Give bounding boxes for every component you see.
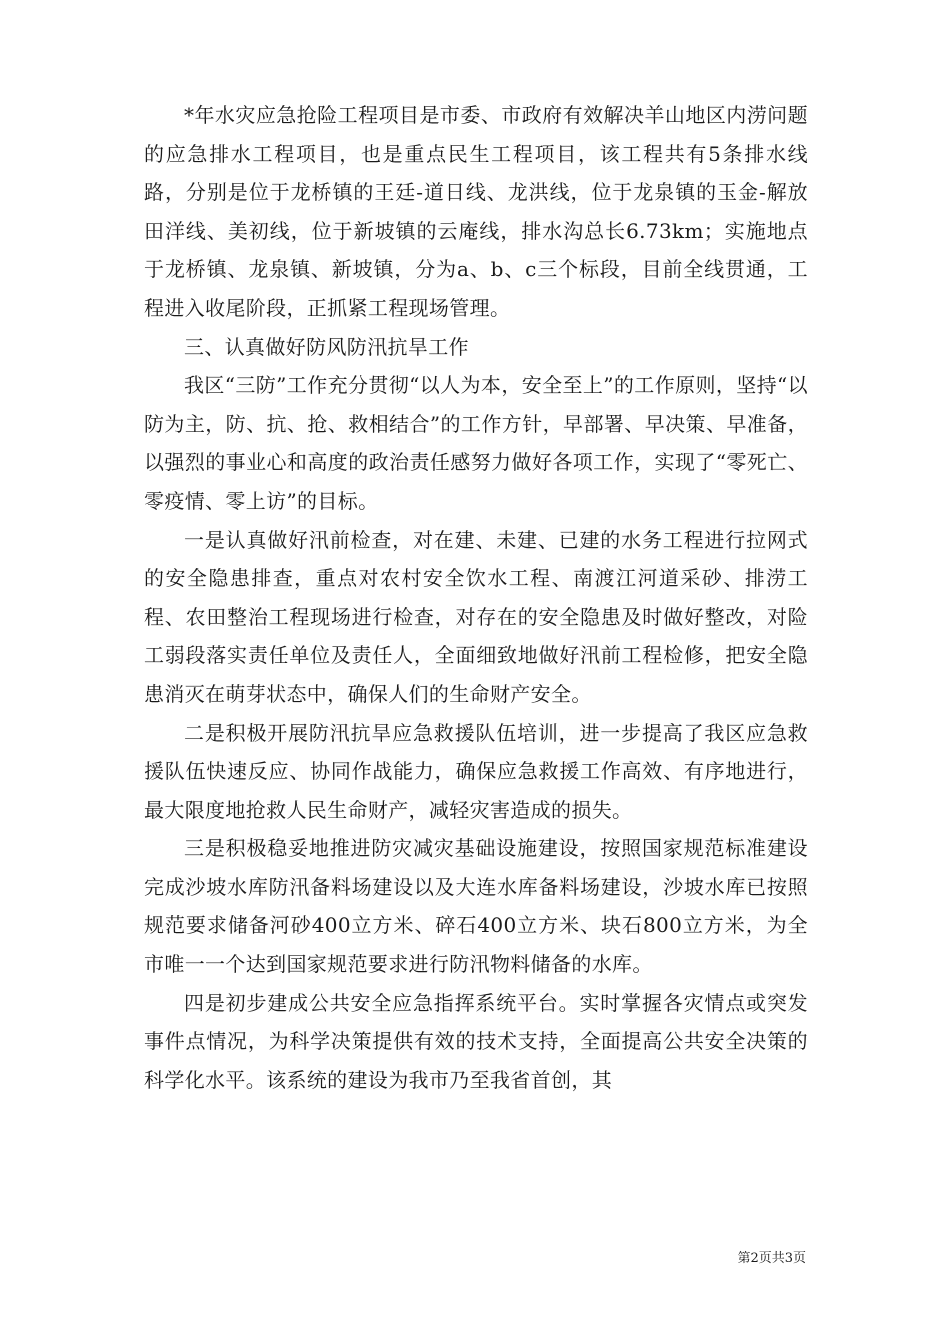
paragraph-command-system: 四是初步建成公共安全应急指挥系统平台。实时掌握各灾情点或突发事件点情况，为科学决策提供有效的技术支持，全面提高公共安全决策的科学化水平。该系统的建设为我市乃至我省首创，其 [144,990,808,1092]
document-body [144,96,808,1099]
paragraph-sanfang: 我区“三防”工作充分贯彻“以人为本，安全至上”的工作原则，坚持“以防为主，防、抗、抢、救相结合”的工作方针，早部署、早决策、早准备，以强烈的事业心和高度的政治责任感努力做好各项工作，实现了“零死亡、零疫情、零上访”的目标。 [144,373,808,513]
page-number-footer: 第2页共3页 [737,1251,806,1266]
paragraph-project: *年水灾应急抢险工程项目是市委、市政府有效解决羊山地区内涝问题的应急排水工程项目，也是重点民生工程项目，该工程共有5条排水线路，分别是位于龙桥镇的王廷-道日线、龙洪线，位于龙泉镇的玉金-解放田洋线、美初线，位于新坡镇的云庵线，排水沟总长6.73km；实施地点于龙桥镇、龙泉镇、新坡镇，分为a、b、c三个标段，目前全线贯通，工程进入收尾阶段，正抓紧工程现场管理。 [144,103,808,320]
section-heading: 三、认真做好防风防汛抗旱工作 [184,334,469,359]
paragraph-inspection: 一是认真做好汛前检查，对在建、未建、已建的水务工程进行拉网式的安全隐患排查，重点对农村安全饮水工程、南渡江河道采砂、排涝工程、农田整治工程现场进行检查，对存在的安全隐患及时做好整改，对险工弱段落实责任单位及责任人，全面细致地做好汛前工程检修，把安全隐患消灭在萌芽状态中，确保人们的生命财产安全。 [144,527,808,706]
paragraph-infrastructure: 三是积极稳妥地推进防灾减灾基础设施建设，按照国家规范标准建设完成沙坡水库防汛备料场建设以及大连水库备料场建设，沙坡水库已按照规范要求储备河砂400立方米、碎石400立方米、块石800立方米，为全市唯一一个达到国家规范要求进行防汛物料储备的水库。 [144,836,808,977]
paragraph-training: 二是积极开展防汛抗旱应急救援队伍培训，进一步提高了我区应急救援队伍快速反应、协同作战能力，确保应急救援工作高效、有序地进行，最大限度地抢救人民生命财产，减轻灾害造成的损失。 [144,720,808,822]
